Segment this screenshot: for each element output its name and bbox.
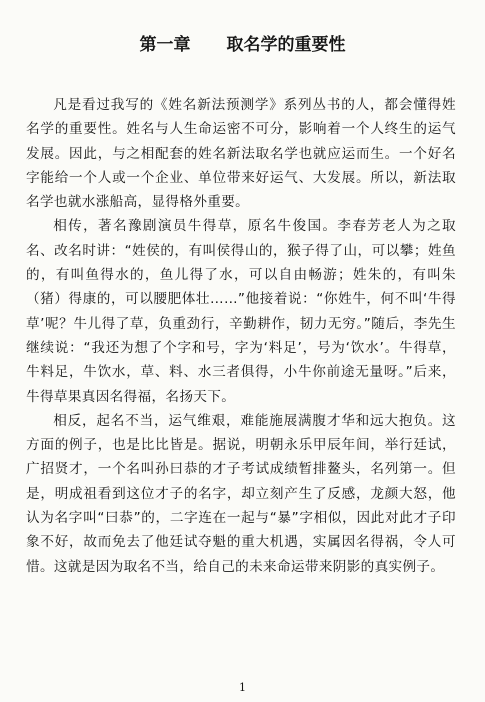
body-text xyxy=(26,93,456,579)
chapter-title xyxy=(0,30,485,60)
page-number: 1 xyxy=(239,681,246,694)
chapter-name: 取名学的重要性 xyxy=(226,35,346,55)
paragraph-2: 相传，著名豫剧演员牛得草，原名牛俊国。李春芳老人为之取名、改名时讲：“姓侯的，有叫侯得山的，猴子得了山，可以攀；姓鱼的，有叫鱼得水的，鱼儿得了水，可以自由畅游；姓朱的，有叫朱（猪）得康的，可以腰肥体壮……”他接着说：“你姓牛，何不叫‘牛得草’呢？牛儿得了草，负重劲行，辛勤耕作，韧力无穷。”随后，李先生继续说：“我还为想了个字和号，字为‘料足’，号为‘饮水’。牛得草，牛料足，牛饮水，草、料、水三者俱得，小牛你前途无量呀。”后来，牛得草果真因名得福，名扬天下。 xyxy=(26,218,456,405)
paragraph-1: 凡是看过我写的《姓名新法预测学》系列丛书的人，都会懂得姓名学的重要性。姓名与人生命运密不可分，影响着一个人终生的运气发展。因此，与之相配套的姓名新法取名学也就应运而生。一个好名字能给一个人或一个企业、单位带来好运气、大发展。所以，新法取名学也就水涨船高，显得格外重要。 xyxy=(26,97,456,211)
chapter-number: 第一章 xyxy=(139,35,191,55)
paragraph-3: 相反，起名不当，运气维艰，难能施展满腹才华和远大抱负。这方面的例子，也是比比皆是。据说，明朝永乐甲辰年间，举行廷试，广招贤才，一个名叫孙曰恭的才子考试成绩暂排鳌头，名列第一。但是，明成祖看到这位才子的名字，却立刻产生了反感，龙颜大怒，他认为名字叫“曰恭”的，二字连在一起与“暴”字相似，因此对此才子印象不好，故而免去了他廷试夺魁的重大机遇，实属因名得祸，令人可惜。这就是因为取名不当，给自己的未来命运带来阴影的真实例子。 xyxy=(26,412,456,575)
